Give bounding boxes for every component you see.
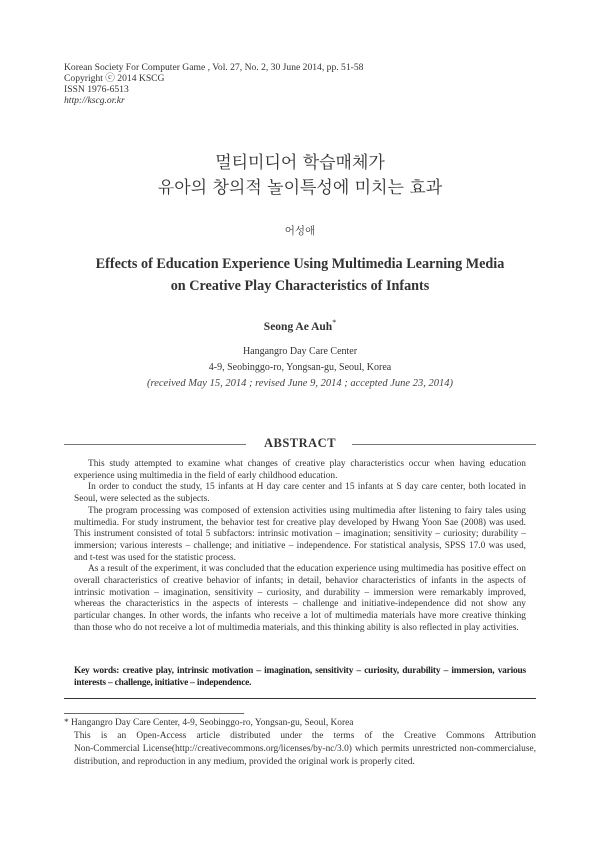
keywords: Key words: creative play, intrinsic motivation – imagination, sensitivity – curiosity, durability – immersion, various interests – challenge, initiative – independence. — [74, 666, 526, 688]
copyright-line: Copyright ⓒ 2014 KSCG — [64, 73, 165, 84]
keywords-divider — [64, 698, 536, 699]
abstract-rule-right — [352, 444, 536, 445]
korean-author: 어성애 — [284, 225, 316, 237]
english-author — [0, 318, 600, 333]
footnote — [64, 717, 536, 769]
issn-line: ISSN 1976-6513 — [64, 84, 129, 95]
abstract-body — [74, 459, 526, 635]
abstract-paragraph: The program processing was composed of extension activities using multimedia after listening to fairy tales using multimedia. For study instrument, the behavior test for creative play developed by Hwang Yoon Sae (2008) was used. This instrument consisted of total 5 subfactors: intrinsic motivation – imagination; sensitivity – curiosity; durability – immersion; various interests – challenge; and initiative – independence. For statistical analysis, SPSS 17.0 was used, and t-test was used for the statistic process. — [74, 505, 526, 563]
english-title-line-1: Effects of Education Experience Using Multimedia Learning Media — [95, 256, 505, 272]
journal-citation: Korean Society For Computer Game , Vol. 27, No. 2, 30 June 2014, pp. 51-58 — [64, 62, 364, 73]
footnote-license-line-2: Non-Commercial License(http://creativecommons.org/licenses/by-nc/3.0) which permits unrestricted non-commercialuse, distribution, and reproduction in any medium, provided the original work is properly cited. — [74, 744, 536, 767]
journal-url[interactable]: http://kscg.or.kr — [64, 95, 125, 106]
footnote-license-line-1: This is an Open-Access article distributed under the terms of the Creative Commons Attribution — [74, 731, 536, 741]
abstract-paragraph: As a result of the experiment, it was concluded that the education experience using multimedia has positive effect on overall characteristics of creative behavior of infants; in detail, behavior characteristics of infants in the aspects of intrinsic motivation – imagination, sensitivity – curiosity, and durability – immersion were remarkably improved, whereas the characteristics in the aspects of interests – challenge and initiative-independence did not show any particular changes. In other words, the infants who receive a lot of multimedia materials have more creative thinking than those who do not receive a lot of multimedia materials, and this thinking ability is also reflected in play activities. — [74, 564, 526, 633]
author-name: Seong Ae Auh — [263, 320, 333, 333]
received-dates: (received May 15, 2014 ; revised June 9, 2014 ; accepted June 23, 2014) — [147, 378, 453, 389]
korean-title-line-2: 유아의 창의적 놀이특성에 미치는 효과 — [157, 178, 443, 198]
abstract-paragraph: This study attempted to examine what changes of creative play characteristics occur when having education experience using multimedia in the field of early childhood education. — [74, 459, 526, 481]
abstract-paragraph: In order to conduct the study, 15 infants at H day care center and 15 infants at S day care center, both located in Seoul, were selected as the subjects. — [74, 482, 526, 505]
abstract-heading: ABSTRACT — [263, 436, 337, 450]
journal-header — [64, 62, 363, 106]
affiliation-address: 4-9, Seobinggo-ro, Yongsan-gu, Seoul, Korea — [208, 362, 392, 373]
author-footnote-mark: * — [332, 318, 337, 327]
affiliation-name: Hangangro Day Care Center — [242, 346, 358, 357]
footnote-affiliation: * Hangangro Day Care Center, 4-9, Seobinggo-ro, Yongsan-gu, Seoul, Korea — [64, 718, 354, 728]
korean-title-line-1: 멀티미디어 학습매체가 — [215, 153, 385, 173]
footnote-divider — [64, 713, 244, 714]
english-title-line-2: on Creative Play Characteristics of Infants — [170, 278, 430, 294]
